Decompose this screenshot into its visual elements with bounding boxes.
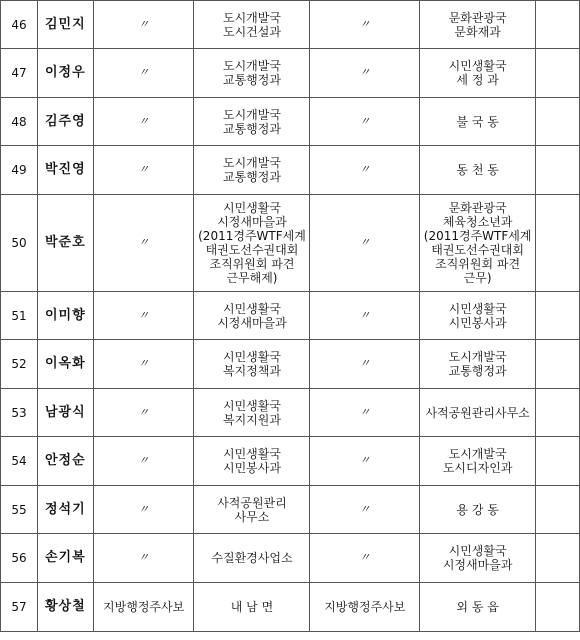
- new-dept-line: 동 천 동: [456, 163, 499, 177]
- previous-rank: 〃: [93, 534, 194, 583]
- previous-dept: [194, 534, 310, 583]
- new-dept-line: 시민봉사과: [448, 315, 507, 330]
- new-dept-line: 근무): [463, 271, 492, 285]
- previous-dept-line: 도시개발국: [222, 59, 281, 73]
- new-dept-line: 문화관광국: [448, 10, 507, 25]
- previous-dept-line: 교통행정과: [222, 73, 281, 87]
- new-dept-line: 외 동 읍: [456, 600, 499, 614]
- new-dept: [420, 49, 536, 98]
- new-rank: 지방행정주사보: [310, 583, 420, 632]
- previous-rank: 〃: [93, 195, 194, 292]
- previous-dept: [194, 292, 310, 340]
- person-name: 황상철: [37, 583, 93, 632]
- row-number: 49: [1, 146, 38, 195]
- table-body: [1, 1, 580, 632]
- new-dept-line: 시민생활국: [448, 301, 507, 316]
- previous-dept-line: 교통행정과: [222, 121, 281, 136]
- previous-dept-line: 시민생활국: [222, 201, 281, 215]
- new-dept: [420, 437, 536, 486]
- new-rank: 〃: [310, 389, 420, 437]
- previous-dept-line: 복지지원과: [222, 412, 281, 427]
- new-rank: 〃: [310, 292, 420, 340]
- remarks-cell: [536, 583, 580, 632]
- previous-dept: [194, 486, 310, 534]
- row-number: 50: [1, 195, 38, 292]
- table-row: [1, 389, 580, 437]
- new-dept: [420, 486, 536, 534]
- row-number: 47: [1, 49, 38, 98]
- table-row: [1, 437, 580, 486]
- previous-dept-line: 복지정책과: [222, 364, 281, 378]
- remarks-cell: [536, 292, 580, 340]
- row-number: 52: [1, 340, 38, 389]
- new-dept: [420, 1, 536, 49]
- person-name: 박준호: [37, 195, 93, 292]
- previous-rank: 〃: [93, 486, 194, 534]
- remarks-cell: [536, 98, 580, 146]
- person-name: 이옥화: [37, 340, 93, 389]
- person-name: 남광식: [37, 389, 93, 437]
- table-row: [1, 534, 580, 583]
- new-rank: 〃: [310, 146, 420, 195]
- new-dept-line: 도시개발국: [448, 350, 507, 364]
- person-name: 안정순: [37, 437, 93, 486]
- previous-rank: 〃: [93, 98, 194, 146]
- new-rank: 〃: [310, 49, 420, 98]
- table-row: [1, 292, 580, 340]
- new-dept: [420, 534, 536, 583]
- previous-rank: 〃: [93, 292, 194, 340]
- table-row: [1, 583, 580, 632]
- new-dept-line: 교통행정과: [448, 364, 507, 378]
- remarks-cell: [536, 340, 580, 389]
- remarks-cell: [536, 534, 580, 583]
- new-rank: 〃: [310, 98, 420, 146]
- new-dept: [420, 195, 536, 292]
- row-number: 48: [1, 98, 38, 146]
- new-dept: [420, 389, 536, 437]
- person-name: 김민지: [37, 1, 93, 49]
- new-dept: [420, 98, 536, 146]
- table-row: [1, 1, 580, 49]
- person-name: 이정우: [37, 49, 93, 98]
- previous-rank: 〃: [93, 340, 194, 389]
- previous-dept-line: 시민생활국: [222, 350, 281, 364]
- new-dept-line: 문화재과: [454, 24, 501, 39]
- new-dept-line: 도시디자인과: [442, 461, 513, 475]
- previous-dept-line: 도시개발국: [222, 107, 281, 122]
- new-dept-line: 사적공원관리사무소: [425, 405, 530, 420]
- previous-dept: [194, 146, 310, 195]
- previous-dept-line: 교통행정과: [222, 170, 281, 184]
- previous-dept-line: 사무소: [234, 509, 270, 524]
- new-dept-line: 불 국 동: [456, 114, 499, 129]
- previous-dept: [194, 340, 310, 389]
- remarks-cell: [536, 49, 580, 98]
- person-name: 정석기: [37, 486, 93, 534]
- new-dept-line: 용 강 동: [456, 502, 499, 517]
- table-row: [1, 486, 580, 534]
- previous-dept: [194, 389, 310, 437]
- new-rank: 〃: [310, 534, 420, 583]
- previous-dept: [194, 1, 310, 49]
- remarks-cell: [536, 486, 580, 534]
- previous-rank: 〃: [93, 146, 194, 195]
- previous-dept-line: 근무해제): [226, 271, 278, 285]
- person-name: 이미향: [37, 292, 93, 340]
- remarks-cell: [536, 389, 580, 437]
- previous-dept: [194, 583, 310, 632]
- row-number: 51: [1, 292, 38, 340]
- previous-dept-line: 시민생활국: [222, 398, 281, 413]
- new-rank: 〃: [310, 340, 420, 389]
- row-number: 56: [1, 534, 38, 583]
- previous-dept-line: 사적공원관리: [217, 495, 287, 510]
- new-dept-line: 도시개발국: [448, 447, 507, 461]
- remarks-cell: [536, 195, 580, 292]
- previous-dept-line: 시민생활국: [222, 447, 281, 461]
- new-dept: [420, 583, 536, 632]
- previous-rank: 〃: [93, 389, 194, 437]
- previous-dept: [194, 437, 310, 486]
- new-dept-line: 시정새마을과: [442, 558, 513, 572]
- new-dept-line: 체육청소년과: [442, 215, 513, 229]
- remarks-cell: [536, 146, 580, 195]
- previous-dept: [194, 49, 310, 98]
- remarks-cell: [536, 1, 580, 49]
- new-dept: [420, 340, 536, 389]
- previous-dept-line: 시정새마을과: [217, 315, 287, 330]
- person-name: 박진영: [37, 146, 93, 195]
- person-name: 김주영: [37, 98, 93, 146]
- table-row: [1, 195, 580, 292]
- new-dept: [420, 292, 536, 340]
- table-row: [1, 98, 580, 146]
- new-dept-line: 시민생활국: [448, 544, 507, 558]
- previous-dept: [194, 98, 310, 146]
- row-number: 53: [1, 389, 38, 437]
- previous-dept-line: (2011경주WTF세계: [198, 229, 306, 243]
- new-dept-line: (2011경주WTF세계: [423, 229, 532, 243]
- previous-dept-line: 도시개발국: [222, 10, 281, 25]
- previous-dept-line: 조직위원회 파견: [209, 257, 295, 271]
- new-rank: 〃: [310, 195, 420, 292]
- table-row: [1, 340, 580, 389]
- row-number: 46: [1, 1, 38, 49]
- table-row: [1, 146, 580, 195]
- previous-dept-line: 시민봉사과: [222, 461, 281, 475]
- previous-dept-line: 태권도선수권대회: [205, 243, 299, 257]
- previous-dept-line: 도시건설과: [222, 24, 281, 39]
- row-number: 55: [1, 486, 38, 534]
- row-number: 57: [1, 583, 38, 632]
- new-rank: 〃: [310, 486, 420, 534]
- table-row: [1, 49, 580, 98]
- new-dept-line: 조직위원회 파견: [435, 257, 521, 271]
- row-number: 54: [1, 437, 38, 486]
- new-dept: [420, 146, 536, 195]
- previous-rank: 〃: [93, 1, 194, 49]
- previous-rank: 〃: [93, 437, 194, 486]
- new-dept-line: 태권도선수권대회: [431, 243, 524, 257]
- previous-dept-line: 도시개발국: [222, 156, 281, 170]
- previous-dept-line: 시정새마을과: [217, 215, 287, 229]
- previous-rank: 〃: [93, 49, 194, 98]
- remarks-cell: [536, 437, 580, 486]
- new-dept-line: 시민생활국: [448, 59, 507, 73]
- new-rank: 〃: [310, 437, 420, 486]
- new-rank: 〃: [310, 1, 420, 49]
- new-dept-line: 문화관광국: [448, 201, 507, 215]
- previous-dept: [194, 195, 310, 292]
- new-dept-line: 세 정 과: [456, 73, 499, 87]
- person-name: 손기복: [37, 534, 93, 583]
- previous-dept-line: 수질환경사업소: [211, 551, 293, 565]
- previous-rank: 지방행정주사보: [93, 583, 194, 632]
- previous-dept-line: 시민생활국: [222, 301, 281, 316]
- previous-dept-line: 내 남 면: [230, 600, 274, 614]
